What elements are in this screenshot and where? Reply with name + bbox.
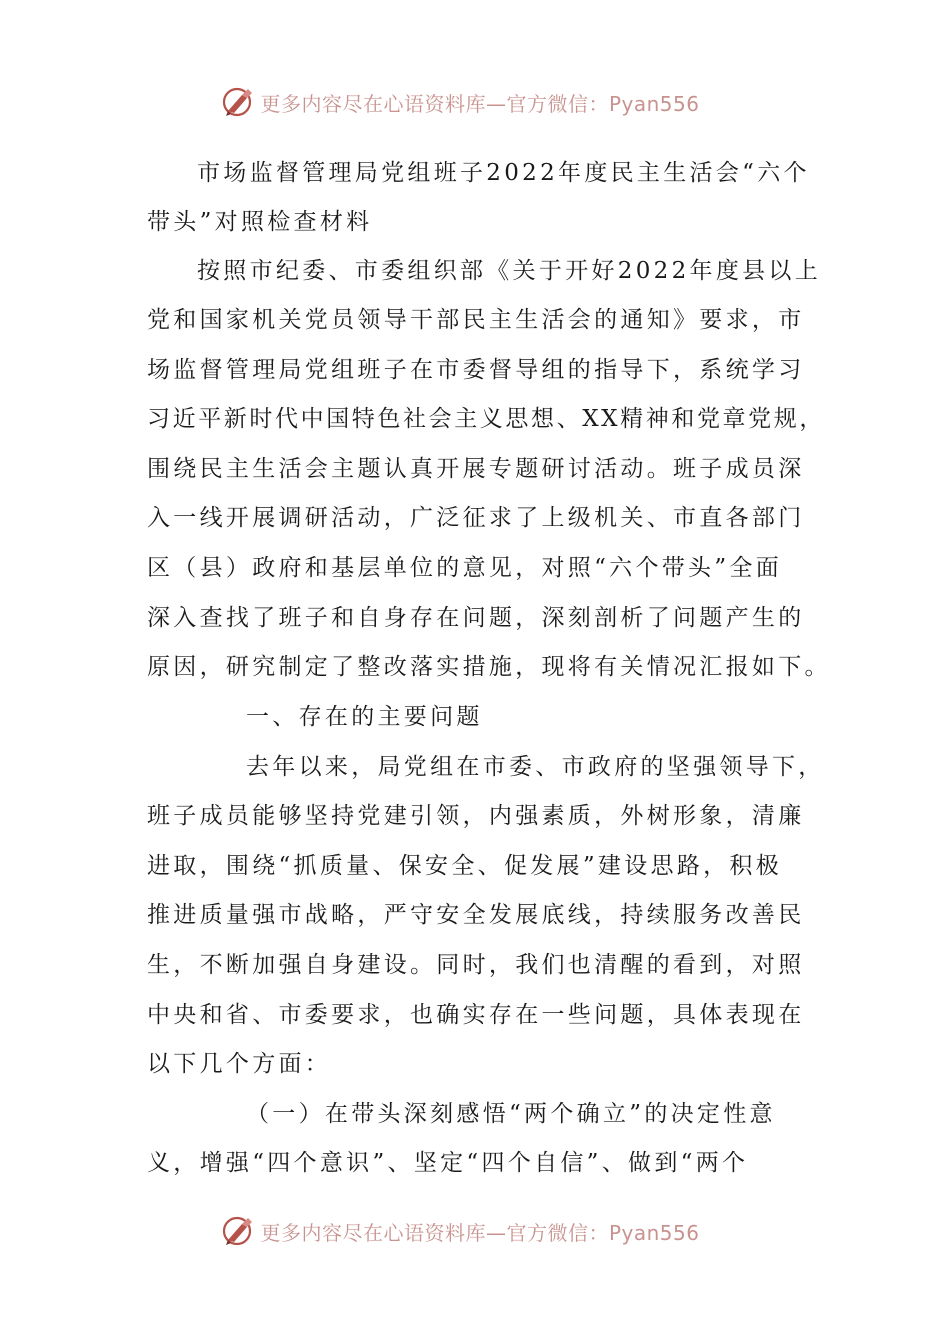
intro-line-2: 党和国家机关党员领导干部民主生活会的通知》要求，市 [147,307,805,333]
subsection-line-1: （一）在带头深刻感悟“两个确立”的决定性意 [246,1101,776,1127]
section-line-5: 生，不断加强自身建设。同时，我们也清醒的看到，对照 [147,952,805,978]
watermark-header [0,82,950,122]
watermark-text: 更多内容尽在心语资料库—官方微信：Pyan556 [260,1220,700,1245]
section-line-2: 班子成员能够坚持党建引领，内强素质，外树形象，清廉 [147,803,805,829]
section-line-1: 去年以来，局党组在市委、市政府的坚强领导下， [246,754,825,780]
doc-title-line-1: 市场监督管理局党组班子2022年度民主生活会“六个 [197,160,810,186]
section-line-4: 推进质量强市战略，严守安全发展底线，持续服务改善民 [147,902,805,928]
pen-icon [222,1214,256,1248]
intro-line-1: 按照市纪委、市委组织部《关于开好2022年度县以上 [197,258,822,284]
intro-line-8: 深入查找了班子和自身存在问题，深刻剖析了问题产生的 [147,605,805,631]
doc-title-line-2: 带头”对照检查材料 [147,209,373,235]
watermark-text: 更多内容尽在心语资料库—官方微信：Pyan556 [260,91,700,116]
section-heading: 一、存在的主要问题 [246,704,483,730]
intro-line-5: 围绕民主生活会主题认真开展专题研讨活动。班子成员深 [147,456,805,482]
section-line-6: 中央和省、市委要求，也确实存在一些问题，具体表现在 [147,1002,805,1028]
pen-icon [222,85,256,119]
subsection-line-2: 义，增强“四个意识”、坚定“四个自信”、做到“两个 [147,1150,749,1176]
intro-line-6: 入一线开展调研活动，广泛征求了上级机关、市直各部门 [147,505,805,531]
watermark-footer [0,1211,950,1251]
section-line-3: 进取，围绕“抓质量、保安全、促发展”建设思路，积极 [147,853,783,879]
intro-line-4: 习近平新时代中国特色社会主义思想、XX精神和党章党规， [147,406,825,432]
section-line-7: 以下几个方面： [147,1051,332,1077]
intro-line-3: 场监督管理局党组班子在市委督导组的指导下，系统学习 [147,357,805,383]
intro-line-7: 区（县）政府和基层单位的意见，对照“六个带头”全面 [147,555,783,581]
intro-line-9: 原因，研究制定了整改落实措施，现将有关情况汇报如下。 [147,654,831,680]
